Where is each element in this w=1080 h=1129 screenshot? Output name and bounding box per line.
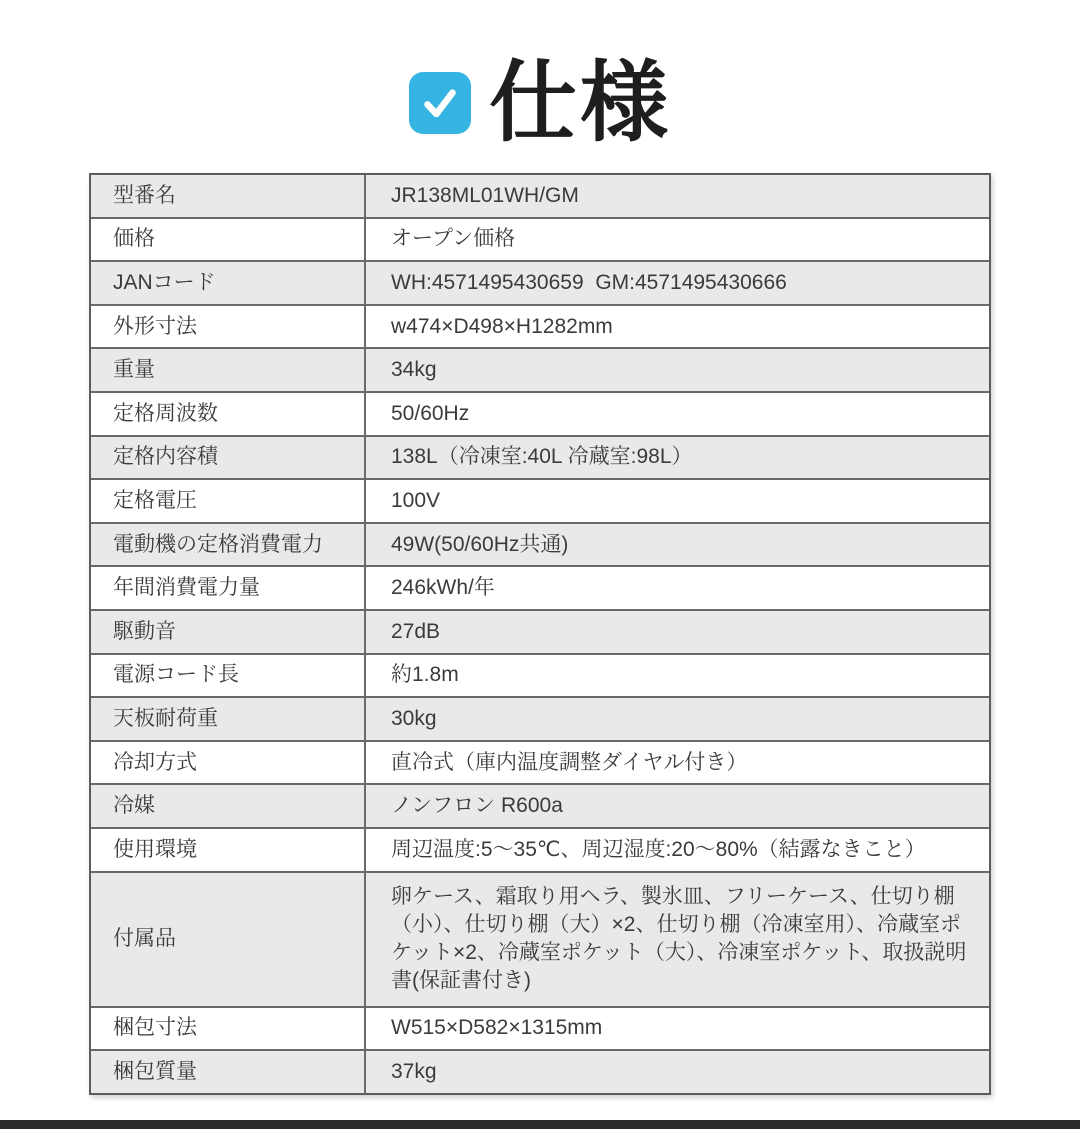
spec-value: 直冷式（庫内温度調整ダイヤル付き） bbox=[391, 750, 748, 774]
spec-value: w474×D498×H1282mm bbox=[391, 314, 613, 338]
spec-value: 246kWh/年 bbox=[391, 576, 495, 600]
spec-label: 電源コード長 bbox=[91, 655, 366, 697]
table-row bbox=[91, 435, 989, 479]
table-row bbox=[91, 609, 989, 653]
table-row bbox=[91, 1049, 989, 1093]
spec-label: 年間消費電力量 bbox=[91, 567, 366, 609]
spec-value: 37kg bbox=[391, 1059, 437, 1083]
spec-value: オープン価格 bbox=[391, 227, 516, 251]
spec-value: WH:4571495430659 GM:4571495430666 bbox=[391, 270, 787, 294]
table-row bbox=[91, 653, 989, 697]
spec-label: 定格内容積 bbox=[91, 437, 366, 479]
table-row bbox=[91, 347, 989, 391]
spec-label: JANコード bbox=[91, 262, 366, 304]
table-row bbox=[91, 391, 989, 435]
spec-value: W515×D582×1315mm bbox=[391, 1016, 603, 1040]
page-header bbox=[0, 53, 1080, 152]
spec-value: 138L（冷凍室:40L 冷蔵室:98L） bbox=[391, 445, 693, 469]
spec-value: 100V bbox=[391, 488, 441, 512]
table-row bbox=[91, 1006, 989, 1050]
spec-label: 外形寸法 bbox=[91, 306, 366, 348]
table-row bbox=[91, 871, 989, 1006]
table-row bbox=[91, 478, 989, 522]
spec-value: 27dB bbox=[391, 619, 441, 643]
table-row bbox=[91, 827, 989, 871]
spec-label: 梱包質量 bbox=[91, 1051, 366, 1093]
spec-label: 天板耐荷重 bbox=[91, 698, 366, 740]
spec-label: 冷却方式 bbox=[91, 742, 366, 784]
page-title: 仕様 bbox=[488, 53, 671, 152]
spec-label: 電動機の定格消費電力 bbox=[91, 524, 366, 566]
spec-label: 使用環境 bbox=[91, 829, 366, 871]
spec-value: 30kg bbox=[391, 706, 437, 730]
spec-label: 重量 bbox=[91, 349, 366, 391]
check-icon bbox=[409, 72, 471, 134]
spec-label: 梱包寸法 bbox=[91, 1008, 366, 1050]
table-row bbox=[91, 260, 989, 304]
table-row bbox=[91, 217, 989, 261]
spec-label: 定格周波数 bbox=[91, 393, 366, 435]
table-row bbox=[91, 565, 989, 609]
spec-value: JR138ML01WH/GM bbox=[391, 183, 579, 207]
spec-label: 価格 bbox=[91, 219, 366, 261]
spec-value: 50/60Hz bbox=[391, 401, 470, 425]
spec-label: 定格電圧 bbox=[91, 480, 366, 522]
table-row bbox=[91, 304, 989, 348]
bottom-divider-bar bbox=[0, 1120, 1080, 1129]
spec-value: 卵ケース、霜取り用ヘラ、製氷皿、フリーケース、仕切り棚（小）、仕切り棚（大）×2、仕切り棚（冷凍室用）、冷蔵室ポケット×2、冷蔵室ポケット（大）、冷凍室ポケット、取扱説明書(保証書付き) bbox=[391, 885, 967, 992]
spec-label: 付属品 bbox=[91, 873, 366, 1006]
table-row bbox=[91, 522, 989, 566]
spec-sheet-page bbox=[0, 53, 1080, 1129]
table-row bbox=[91, 696, 989, 740]
table-row bbox=[91, 740, 989, 784]
spec-value: 周辺温度:5～35℃、周辺湿度:20～80%（結露なきこと） bbox=[391, 837, 926, 861]
spec-label: 冷媒 bbox=[91, 785, 366, 827]
spec-label: 型番名 bbox=[91, 175, 366, 217]
spec-value: 34kg bbox=[391, 358, 437, 382]
spec-value: 約1.8m bbox=[391, 663, 459, 687]
table-row bbox=[91, 783, 989, 827]
table-row bbox=[91, 175, 989, 217]
spec-table bbox=[89, 173, 991, 1095]
spec-label: 駆動音 bbox=[91, 611, 366, 653]
spec-value: ノンフロン R600a bbox=[391, 794, 563, 818]
spec-value: 49W(50/60Hz共通) bbox=[391, 532, 569, 556]
